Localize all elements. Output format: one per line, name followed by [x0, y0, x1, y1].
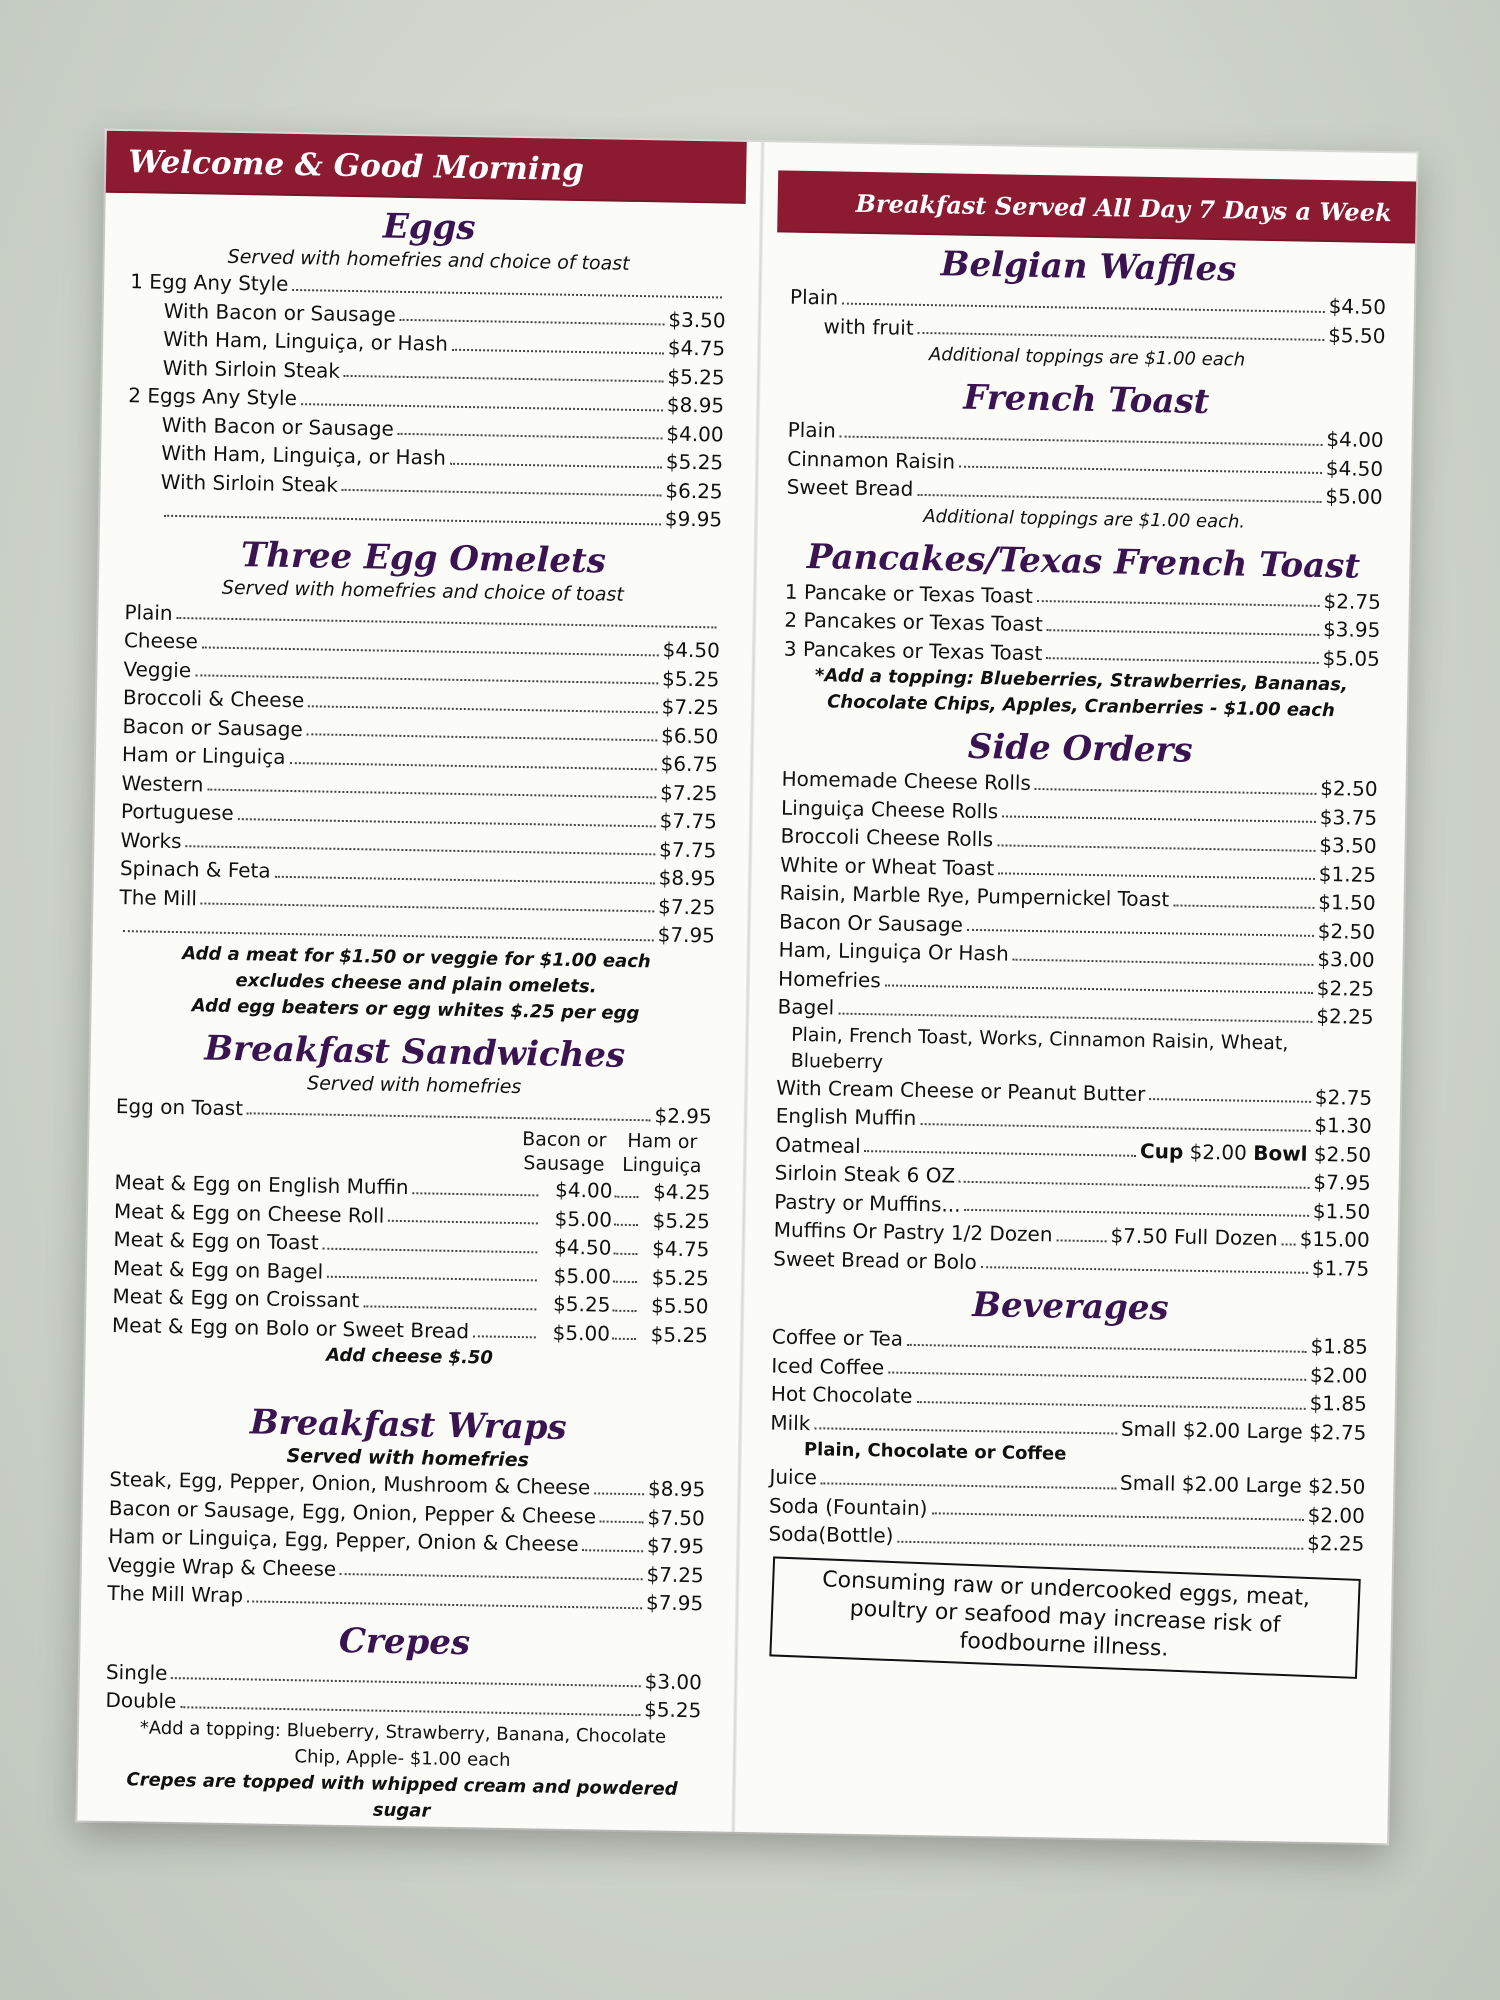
leader-dots [473, 1335, 536, 1338]
sides-list-3 [774, 1159, 1371, 1226]
item-name: Single [105, 1659, 168, 1685]
left-banner: Welcome & Good Morning [106, 131, 747, 204]
column-header-ham-linguica: Ham or Linguiça [621, 1129, 702, 1178]
french-toast-title: French Toast [962, 377, 1210, 422]
item-name: Broccoli Cheese Rolls [780, 823, 994, 852]
item-price-half: $7.50 Full Dozen [1110, 1223, 1278, 1251]
leader-dots [1056, 1239, 1106, 1242]
crepes-note-2: Chip, Apple- $1.00 each [294, 1745, 511, 1771]
leader-dots [301, 403, 663, 411]
omelets-list [119, 598, 721, 950]
item-price-bacon-sausage: $5.00 [553, 1263, 612, 1289]
item-price: $4.00 [1326, 427, 1384, 453]
item-name: Western [121, 770, 204, 796]
leader-dots [388, 1220, 538, 1225]
item-price-ham-linguica: $5.25 [650, 1321, 709, 1347]
item-price: $5.50 [1328, 322, 1386, 348]
leader-dots [176, 617, 716, 628]
item-price-ham-linguica: $5.25 [651, 1264, 710, 1290]
item-name: Oatmeal [775, 1132, 861, 1158]
leader-dots [885, 984, 1313, 993]
item-price: $7.95 [1313, 1169, 1371, 1195]
item-price [1140, 1136, 1372, 1169]
item-name: White or Wheat Toast [779, 852, 995, 880]
leader-dots [1282, 1243, 1296, 1245]
leader-dots [1013, 958, 1314, 965]
item-price: $3.00 [1317, 946, 1375, 972]
waffles-list [789, 283, 1386, 350]
wraps-list [107, 1465, 705, 1618]
leader-dots [344, 375, 663, 383]
item-price: $7.25 [646, 1561, 704, 1587]
item-name: The Mill [119, 884, 198, 910]
leader-dots [612, 1309, 636, 1311]
leader-dots [614, 1224, 638, 1226]
item-name: Works [120, 827, 182, 853]
item-name: with fruit [823, 313, 914, 340]
french-toast-list [786, 416, 1383, 512]
leader-dots [1002, 815, 1316, 822]
leader-dots [275, 875, 655, 884]
item-price: $3.50 [1319, 832, 1377, 858]
right-banner: Breakfast Served All Day 7 Days a Week [777, 170, 1416, 243]
item-price-bacon-sausage: $5.25 [552, 1291, 611, 1317]
leader-dots [452, 348, 664, 354]
leader-dots [600, 1521, 643, 1524]
item-price: $5.25 [661, 665, 720, 691]
leader-dots [821, 1482, 1116, 1489]
pancakes-title: Pancakes/Texas French Toast [806, 536, 1361, 587]
item-name: English Muffin [775, 1103, 917, 1130]
item-name: Meat & Egg on Croissant [112, 1283, 360, 1313]
crepes-list [105, 1657, 702, 1724]
item-name: 2 Pancakes or Texas Toast [784, 607, 1044, 637]
column-header-bacon-sausage: Bacon or Sausage [521, 1128, 607, 1176]
leader-dots [967, 929, 1314, 937]
leader-dots [917, 493, 1321, 502]
leader-dots [123, 930, 654, 941]
item-name: Raisin, Marble Rye, Pumpernickel Toast [779, 880, 1170, 912]
leader-dots [840, 435, 1323, 445]
item-price: Small $2.00 Large $2.75 [1120, 1416, 1367, 1445]
leader-dots [613, 1281, 637, 1283]
leader-dots [307, 733, 657, 741]
leader-dots [1037, 600, 1320, 607]
item-name: Broccoli & Cheese [122, 685, 305, 713]
item-price: $5.25 [665, 449, 724, 475]
sandwiches-list [112, 1168, 711, 1349]
item-name: 2 Eggs Any Style [128, 383, 298, 411]
item-price-bacon-sausage: $4.50 [553, 1234, 612, 1260]
eggs-title: Eggs [382, 206, 476, 249]
leader-dots [997, 844, 1315, 852]
leader-dots [450, 462, 662, 468]
leader-dots [964, 1209, 1308, 1217]
leader-dots [613, 1252, 637, 1254]
item-name: Soda(Bottle) [768, 1521, 894, 1548]
item-name: With Sirloin Steak [160, 469, 339, 497]
crepes-note-1: *Add a topping: Blueberry, Strawberry, Banana, Chocolate [139, 1717, 667, 1748]
beverages-list-2 [768, 1462, 1365, 1558]
item-price: $8.95 [647, 1476, 706, 1502]
item-price: $3.00 [644, 1668, 703, 1694]
item-name: Veggie Wrap & Cheese [107, 1552, 337, 1581]
item-price: $6.75 [660, 751, 719, 777]
item-price: $5.00 [1325, 484, 1383, 510]
crepes-title: Crepes [338, 1620, 471, 1663]
leader-dots [195, 674, 658, 684]
leader-dots [342, 489, 661, 497]
omelets-note-3: Add egg beaters or egg whites $.25 per egg [191, 994, 640, 1024]
item-name: Juice [769, 1464, 818, 1490]
item-name: The Mill Wrap [107, 1580, 244, 1608]
item-price-bacon-sausage: $4.00 [554, 1177, 613, 1203]
leader-dots [918, 332, 1325, 341]
waffles-note: Additional toppings are $1.00 each [928, 344, 1246, 371]
wraps-title: Breakfast Wraps [249, 1402, 567, 1448]
food-safety-warning: Consuming raw or undercooked eggs, meat, poultry or seafood may increase risk of foodbourne illness. [769, 1556, 1360, 1678]
item-name: Plain [124, 599, 173, 625]
omelets-note-1: Add a meat for $1.50 or veggie for $1.00 each [182, 942, 651, 972]
item-name: Meat & Egg on Bolo or Sweet Bread [111, 1312, 470, 1343]
item-name: Double [105, 1687, 177, 1714]
item-name: With Bacon or Sausage [161, 412, 395, 441]
item-price: $7.95 [645, 1590, 704, 1616]
leader-dots [164, 514, 661, 525]
milk-note: Plain, Chocolate or Coffee [803, 1439, 1067, 1465]
item-name: Plain [787, 417, 837, 443]
item-name: 1 Egg Any Style [130, 269, 289, 296]
leader-dots [292, 288, 722, 297]
sides-list [777, 765, 1377, 1032]
item-name: Hot Chocolate [770, 1381, 913, 1408]
item-name: Ham or Linguiça, Egg, Pepper, Onion & Cheese [108, 1523, 579, 1557]
item-name: Meat & Egg on Cheese Roll [113, 1198, 385, 1228]
leader-dots [247, 1600, 642, 1609]
item-price: $7.95 [646, 1533, 705, 1559]
item-price: $2.95 [654, 1102, 712, 1128]
item-price: $1.85 [1310, 1333, 1369, 1359]
item-name: Coffee or Tea [771, 1324, 904, 1351]
french-toast-section [772, 373, 1403, 537]
item-price: $4.75 [667, 335, 726, 361]
pancakes-section [769, 535, 1400, 725]
leader-dots [327, 1276, 537, 1282]
item-name: Soda (Fountain) [768, 1492, 928, 1520]
leader-dots [594, 1492, 644, 1495]
item-price: $1.50 [1312, 1198, 1371, 1224]
item-name: Pastry or Muffins... [774, 1189, 961, 1217]
leader-dots [1173, 904, 1314, 908]
item-price: $7.25 [659, 779, 718, 805]
leader-dots [959, 1180, 1309, 1188]
item-price: $5.05 [1322, 645, 1381, 671]
item-price: $2.00 [1307, 1502, 1366, 1528]
item-price: $5.25 [667, 364, 725, 390]
leader-dots [998, 872, 1315, 880]
leader-dots [363, 1305, 536, 1310]
beverages-section [752, 1280, 1387, 1672]
bowl-price: $2.50 [1313, 1141, 1372, 1167]
leader-dots [323, 1247, 538, 1253]
item-price: $1.50 [1318, 889, 1376, 915]
item-price-ham-linguica: $5.50 [650, 1293, 709, 1319]
item-price: $2.75 [1314, 1084, 1373, 1110]
omelets-section [103, 531, 739, 1028]
item-price: $7.95 [657, 922, 716, 948]
leader-dots [180, 1706, 640, 1716]
omelets-note-2: excludes cheese and plain omelets. [235, 969, 597, 997]
waffles-section [775, 240, 1405, 376]
item-price: $3.95 [1322, 617, 1381, 642]
sides-title: Side Orders [967, 726, 1193, 771]
item-price: $1.25 [1318, 861, 1377, 887]
leader-dots [838, 1012, 1312, 1022]
eggs-subtitle: Served with homefries and choice of toast [227, 245, 630, 275]
item-name: Linguiça Cheese Rolls [780, 795, 999, 823]
item-name: Cinnamon Raisin [787, 446, 956, 474]
right-panel [749, 142, 1406, 1843]
sandwiches-title: Breakfast Sandwiches [204, 1028, 626, 1076]
item-name: Portuguese [120, 799, 234, 826]
item-price: $7.25 [657, 893, 716, 919]
item-name: Spinach & Feta [119, 856, 271, 883]
wraps-section [93, 1399, 725, 1618]
sandwiches-subtitle: Served with homefries [306, 1071, 522, 1098]
item-price: $2.50 [1317, 918, 1376, 944]
leader-dots [959, 466, 1322, 474]
item-price: $4.50 [662, 637, 721, 663]
item-name: Bagel [777, 994, 835, 1020]
leader-dots [612, 1338, 636, 1340]
leader-dots [202, 646, 659, 656]
bowl-label: Bowl [1253, 1140, 1308, 1166]
cup-label: Cup [1139, 1138, 1184, 1164]
item-price-ham-linguica: $4.75 [651, 1236, 710, 1262]
leader-dots [931, 1512, 1303, 1520]
leader-dots [185, 845, 655, 855]
crepes-note-3: Crepes are topped with whipped cream and powdered sugar [126, 1768, 678, 1822]
item-name: With Bacon or Sausage [163, 298, 397, 327]
omelets-subtitle: Served with homefries and choice of toast [221, 576, 625, 606]
item-name: Homemade Cheese Rolls [781, 766, 1032, 795]
leader-dots [888, 1372, 1306, 1381]
leader-dots [981, 1266, 1308, 1274]
eggs-section [112, 201, 746, 534]
leader-dots [1035, 787, 1316, 794]
leader-dots [842, 302, 1325, 312]
item-price: $9.95 [664, 506, 723, 532]
leader-dots [171, 1677, 640, 1687]
item-price: $3.75 [1319, 804, 1378, 830]
leader-dots [916, 1401, 1305, 1410]
item-price: $4.00 [666, 421, 724, 447]
item-price-bacon-sausage: $5.00 [554, 1206, 613, 1232]
item-price: $6.25 [665, 478, 723, 503]
leader-dots [238, 818, 656, 827]
sandwiches-note: Add cheese $.50 [325, 1344, 494, 1369]
item-price-ham-linguica: $4.25 [652, 1179, 711, 1205]
item-price: $4.50 [1325, 455, 1384, 481]
item-name: With Ham, Linguiça, or Hash [161, 440, 447, 470]
pancakes-list [784, 577, 1381, 673]
item-name: Homefries [777, 966, 881, 992]
sandwiches-section [97, 1025, 731, 1375]
item-price: $8.95 [666, 392, 725, 418]
leader-dots [907, 1343, 1307, 1352]
leader-dots [207, 789, 656, 799]
item-price: $7.25 [661, 694, 720, 720]
leader-dots [1046, 657, 1318, 664]
wraps-subtitle: Served with homefries [286, 1445, 530, 1472]
item-name: Meat & Egg on Toast [113, 1226, 319, 1255]
item-name: Sweet Bread [786, 474, 914, 501]
leader-dots [865, 1150, 1136, 1157]
waffles-title: Belgian Waffles [940, 244, 1237, 290]
item-price: $2.50 [1320, 775, 1378, 801]
item-price: $2.25 [1306, 1530, 1365, 1556]
item-price: $7.50 [647, 1504, 705, 1530]
item-price: Small $2.00 Large $2.50 [1119, 1470, 1366, 1499]
leader-dots [400, 319, 665, 326]
item-name: Cheese [123, 628, 199, 654]
leader-dots [412, 1192, 538, 1196]
menu-card [77, 131, 1416, 1844]
sides-section [759, 722, 1397, 1283]
item-price: $1.30 [1314, 1112, 1372, 1138]
left-panel [89, 131, 746, 1832]
item-price: $2.25 [1316, 975, 1375, 1001]
sides-list-2 [776, 1073, 1373, 1140]
leader-dots [1047, 629, 1319, 636]
item-price: $5.25 [643, 1697, 702, 1723]
pancakes-note-2: Chocolate Chips, Apples, Cranberries - $1.00 each [826, 691, 1335, 722]
item-price-bacon-sausage: $5.00 [552, 1320, 611, 1346]
item-name: Iced Coffee [771, 1352, 885, 1379]
leader-dots [614, 1195, 638, 1197]
item-price: $1.75 [1311, 1255, 1370, 1281]
omelets-title: Three Egg Omelets [240, 534, 607, 581]
item-name: With Sirloin Steak [162, 355, 341, 383]
leader-dots [398, 433, 663, 440]
item-price: $2.00 [1309, 1362, 1368, 1388]
leader-dots [247, 1112, 650, 1121]
item-name: With Cream Cheese or Peanut Butter [776, 1075, 1146, 1106]
item-name: Veggie [123, 656, 192, 682]
item-name: Bacon or Sausage [122, 713, 304, 741]
item-name: Sirloin Steak 6 OZ [774, 1160, 956, 1188]
item-price: $2.75 [1323, 588, 1382, 614]
item-price: $4.50 [1328, 294, 1387, 320]
item-name: Bacon or Sausage, Egg, Onion, Pepper & Cheese [108, 1495, 597, 1528]
item-name: 3 Pancakes or Texas Toast [783, 636, 1043, 665]
item-name: Meat & Egg on Bagel [112, 1255, 324, 1284]
item-name: Milk [770, 1409, 811, 1435]
leader-dots [340, 1573, 642, 1580]
item-price: $1.85 [1309, 1390, 1368, 1416]
leader-dots [1149, 1098, 1311, 1103]
item-name: Bacon Or Sausage [778, 909, 964, 937]
item-name: Ham or Linguiça [121, 742, 286, 769]
item-price: $7.75 [659, 808, 718, 834]
item-price-ham-linguica: $5.25 [652, 1207, 711, 1233]
leader-dots [814, 1427, 1117, 1434]
item-name: With Ham, Linguiça, or Hash [163, 326, 449, 356]
french-toast-note: Additional toppings are $1.00 each. [923, 505, 1246, 533]
leader-dots [308, 705, 657, 713]
leader-dots [897, 1540, 1303, 1549]
item-name: Muffins Or Pastry 1/2 Dozen [773, 1217, 1053, 1247]
cup-price: $2.00 [1189, 1139, 1248, 1165]
pancakes-note-1: *Add a topping: Blueberries, Strawberries, Bananas, [814, 665, 1348, 696]
item-price: $3.50 [668, 307, 726, 333]
item-price: $7.75 [658, 836, 717, 862]
item-name: Meat & Egg on English Muffin [114, 1169, 409, 1200]
item-name: Sweet Bread or Bolo [773, 1246, 977, 1274]
beverages-title: Beverages [972, 1284, 1169, 1329]
item-name: Ham, Linguiça Or Hash [778, 937, 1009, 966]
beverages-list [770, 1322, 1368, 1446]
item-price: $2.25 [1316, 1003, 1374, 1029]
item-price-full: $15.00 [1299, 1226, 1370, 1252]
leader-dots [583, 1549, 643, 1552]
leader-dots [289, 761, 656, 769]
crepes-section [89, 1615, 720, 1829]
bagel-note: Plain, French Toast, Works, Cinnamon Raisin, Wheat, Blueberry [790, 1023, 1289, 1073]
item-name: 1 Pancake or Texas Toast [784, 579, 1034, 608]
eggs-list [126, 267, 726, 534]
leader-dots [920, 1123, 1310, 1132]
item-price: $6.50 [660, 722, 719, 748]
item-name: Egg on Toast [115, 1093, 244, 1120]
item-price: $8.95 [658, 865, 717, 891]
item-name: Steak, Egg, Pepper, Onion, Mushroom & Cheese [109, 1466, 591, 1500]
item-name: Plain [789, 284, 839, 310]
leader-dots [201, 902, 654, 912]
